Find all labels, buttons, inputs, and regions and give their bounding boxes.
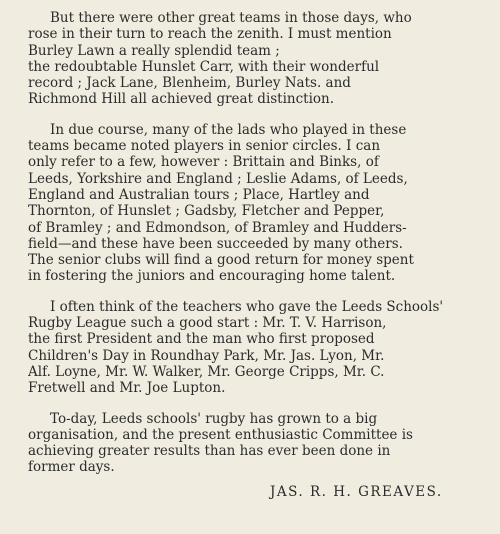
- text-line: of Bramley ; and Edmondson, of Bramley and Hudders-: [28, 219, 407, 236]
- text-line: record ; Jack Lane, Blenheim, Burley Nats. and: [28, 75, 351, 92]
- text-line: in fostering the juniors and encouraging home talent.: [28, 268, 396, 285]
- text-line: teams became noted players in senior circles. I can: [28, 138, 381, 155]
- text-line: I often think of the teachers who gave the Leeds Schools': [50, 298, 444, 315]
- paragraph-teachers: [28, 299, 482, 397]
- text-line: In due course, many of the lads who played in these: [50, 121, 407, 138]
- text-line: field—and these have been succeeded by many others.: [28, 235, 403, 252]
- text-line: the first President and the man who first proposed: [28, 331, 375, 348]
- text-line: the redoubtable Hunslet Carr, with their wonderful: [28, 58, 380, 75]
- paragraph-other-teams: [28, 10, 482, 108]
- text-line: England and Australian tours ; Place, Hartley and: [28, 186, 370, 203]
- text-line: But there were other great teams in those days, who: [50, 10, 412, 26]
- text-line: Children's Day in Roundhay Park, Mr. Jas. Lyon, Mr.: [28, 347, 385, 364]
- text-line: Burley Lawn a really splendid team ;: [28, 42, 280, 59]
- text-line: Richmond Hill all achieved great distinction.: [28, 91, 335, 108]
- paragraph-today: [28, 411, 482, 476]
- text-line: Thornton, of Hunslet ; Gadsby, Fletcher and Pepper,: [28, 203, 385, 220]
- text-line: The senior clubs will find a good return for money spent: [28, 252, 414, 269]
- paragraph-noted-players: [28, 122, 482, 285]
- text-line: former days.: [28, 459, 115, 476]
- text-line: Alf. Loyne, Mr. W. Walker, Mr. George Cripps, Mr. C.: [28, 363, 385, 380]
- text-line: rose in their turn to reach the zenith. I must mention: [28, 26, 392, 43]
- text-line: only refer to a few, however : Brittain and Binks, of: [28, 154, 379, 171]
- text-line: Leeds, Yorkshire and England ; Leslie Adams, of Leeds,: [28, 170, 408, 187]
- text-line: achieving greater results than has ever been done in: [28, 443, 391, 460]
- text-line: Fretwell and Mr. Joe Lupton.: [28, 380, 226, 397]
- author-signature: JAS. R. H. GREAVES.: [270, 484, 443, 500]
- text-line: organisation, and the present enthusiastic Committee is: [28, 426, 413, 443]
- text-line: To-day, Leeds schools' rugby has grown to a big: [50, 410, 378, 427]
- text-line: Rugby League such a good start : Mr. T. V. Harrison,: [28, 315, 387, 332]
